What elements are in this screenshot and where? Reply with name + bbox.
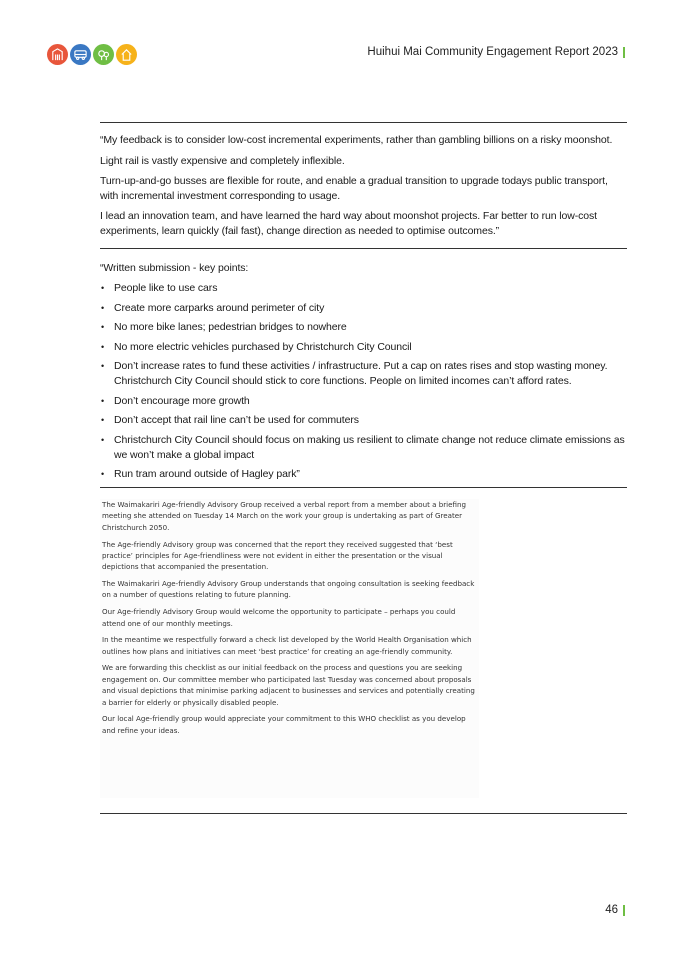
header-accent-bar: [623, 47, 625, 58]
feedback-paragraph: Light rail is vastly expensive and completely inflexible.: [100, 155, 345, 167]
list-item: • No more electric vehicles purchased by Christchurch City Council: [100, 340, 627, 355]
submission-paragraph: We are forwarding this checklist as our initial feedback on the process and questions you are seeking engagement on. Our committee member who participated last Tuesday was concerned about proposals and visual depictions that minimise parking adjacent to businesses and services and potentially creating a barrier for elderly or physically disabled people.: [102, 663, 475, 707]
footer-accent-bar: [623, 905, 625, 916]
trees-icon: [93, 44, 114, 65]
submission-paragraph: The Waimakariri Age-friendly Advisory Group received a verbal report from a member about a briefing meeting she attended on Tuesday 14 March on the work your group is undertaking as part of Greater Christchurch 2050.: [102, 500, 466, 532]
list-item: • People like to use cars: [100, 281, 627, 296]
list-item: • Don’t accept that rail line can’t be used for commuters: [100, 413, 627, 428]
building-icon: [47, 44, 68, 65]
age-friendly-submission-image: [100, 499, 479, 798]
report-title: Huihui Mai Community Engagement Report 2023: [367, 46, 618, 58]
list-item: • Christchurch City Council should focus on making us resilient to climate change not reduce climate emissions as we won’t make a global impact: [100, 433, 627, 463]
list-item: • Run tram around outside of Hagley park”: [100, 467, 627, 482]
divider: [100, 813, 627, 814]
divider: [100, 248, 627, 249]
divider: [100, 122, 627, 123]
submission-paragraph: Our Age-friendly Advisory Group would welcome the opportunity to participate – perhaps you could attend one of our monthly meetings.: [102, 607, 456, 628]
page-footer: [605, 904, 625, 916]
key-points-list: [100, 281, 627, 487]
feedback-paragraph: “My feedback is to consider low-cost incremental experiments, rather than gambling billions on a risky moonshot.: [100, 134, 613, 146]
submission-paragraph: In the meantime we respectfully forward a check list developed by the World Health Organisation which outlines how plans and initiatives can meet ‘best practice’ for creating an age-friendly community.: [102, 635, 472, 656]
submission-intro: “Written submission - key points:: [100, 262, 249, 274]
feedback-paragraph: I lead an innovation team, and have learned the hard way about moonshot projects. Far better to run low-cost experiments, learn quickly (fail fast), change direction as needed to optimise outcomes.”: [100, 210, 598, 237]
house-icon: [116, 44, 137, 65]
divider: [100, 487, 627, 488]
submission-paragraph: The Age-friendly Advisory group was concerned that the report they received suggested that ‘best practice’ principles for Age-friendliness were not evident in either the presentation or the visual depictions that accompanied the presentation.: [102, 539, 453, 572]
list-item: • No more bike lanes; pedestrian bridges to nowhere: [100, 320, 627, 335]
report-header: [367, 46, 625, 58]
report-logo: [47, 44, 137, 65]
list-item: • Don’t increase rates to fund these activities / infrastructure. Put a cap on rates rises and stop wasting money. Christchurch City Council should stick to core functions. People on limited incomes can’t afford rates.: [100, 359, 627, 389]
list-item: • Don’t encourage more growth: [100, 394, 627, 409]
submission-paragraph: The Waimakariri Age-friendly Advisory Group understands that ongoing consultation is seeking feedback on a number of questions relating to future planning.: [102, 579, 475, 600]
bus-icon: [70, 44, 91, 65]
list-item: • Create more carparks around perimeter of city: [100, 301, 627, 316]
submission-paragraph: Our local Age-friendly group would appreciate your commitment to this WHO checklist as you develop and refine your ideas.: [102, 714, 466, 735]
feedback-paragraph: Turn-up-and-go busses are flexible for route, and enable a gradual transition to upgrade todays public transport, with incremental investment corresponding to usage.: [100, 175, 608, 202]
page-number: 46: [605, 904, 618, 916]
